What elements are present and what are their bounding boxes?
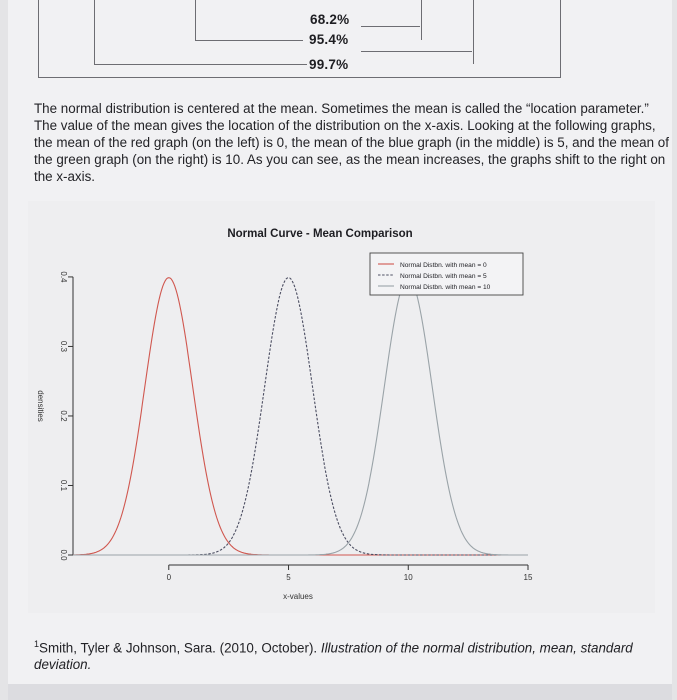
bottom-strip: [8, 684, 672, 700]
legend-label: Normal Distbn. with mean = 10: [400, 284, 491, 291]
y-tick-label: 0.0: [59, 549, 68, 561]
normal-curve-chart: [28, 201, 655, 613]
y-tick-label: 0.4: [59, 271, 68, 283]
footnote-title: Illustration of the normal distribution, mean, standard deviation.: [34, 640, 633, 673]
bracket-682-right-line: [361, 26, 420, 27]
footnote: [34, 636, 654, 673]
series-line-mean-5: [73, 278, 528, 555]
bracket-954-left-line: [94, 64, 307, 65]
explanation-paragraph: The normal distribution is centered at the mean. Sometimes the mean is called the “location parameter.” The value of the mean gives the location of the distribution on the x-axis. Looking at the following graphs, the mean of the red graph (on the left) is 0, the mean of the blue graph (in the middle) is 5, and the mean of the green graph (on the right) is 10. As you can see, as the mean increases, the graphs shift to the right on the x-axis.: [34, 101, 669, 185]
x-tick-label: 15: [523, 573, 533, 582]
footnote-text: Smith, Tyler & Johnson, Sara. (2010, October).: [39, 640, 321, 656]
bracket-954-right-line: [361, 51, 472, 52]
pct-95-label: 95.4%: [309, 32, 349, 47]
bracket-682-left-line: [195, 40, 303, 41]
pct-68-label: 68.2%: [310, 12, 350, 27]
y-tick-label: 0.3: [59, 340, 68, 353]
series-line-mean-10: [73, 278, 528, 555]
chart-title: Normal Curve - Mean Comparison: [227, 228, 413, 240]
legend-label: Normal Distbn. with mean = 0: [400, 262, 487, 269]
x-tick-label: 5: [286, 573, 291, 582]
x-axis-label: x-values: [283, 592, 313, 601]
y-tick-label: 0.1: [59, 479, 68, 492]
content-card: [8, 0, 672, 692]
series-line-mean-0: [73, 278, 528, 555]
y-axis-label: densities: [36, 390, 45, 422]
x-tick-label: 0: [166, 573, 172, 582]
y-tick-label: 0.2: [59, 410, 68, 422]
x-tick-label: 10: [403, 573, 413, 582]
pct-99-label: 99.7%: [309, 57, 349, 72]
legend-label: Normal Distbn. with mean = 5: [400, 273, 487, 280]
footnote-marker: 1: [34, 639, 40, 649]
